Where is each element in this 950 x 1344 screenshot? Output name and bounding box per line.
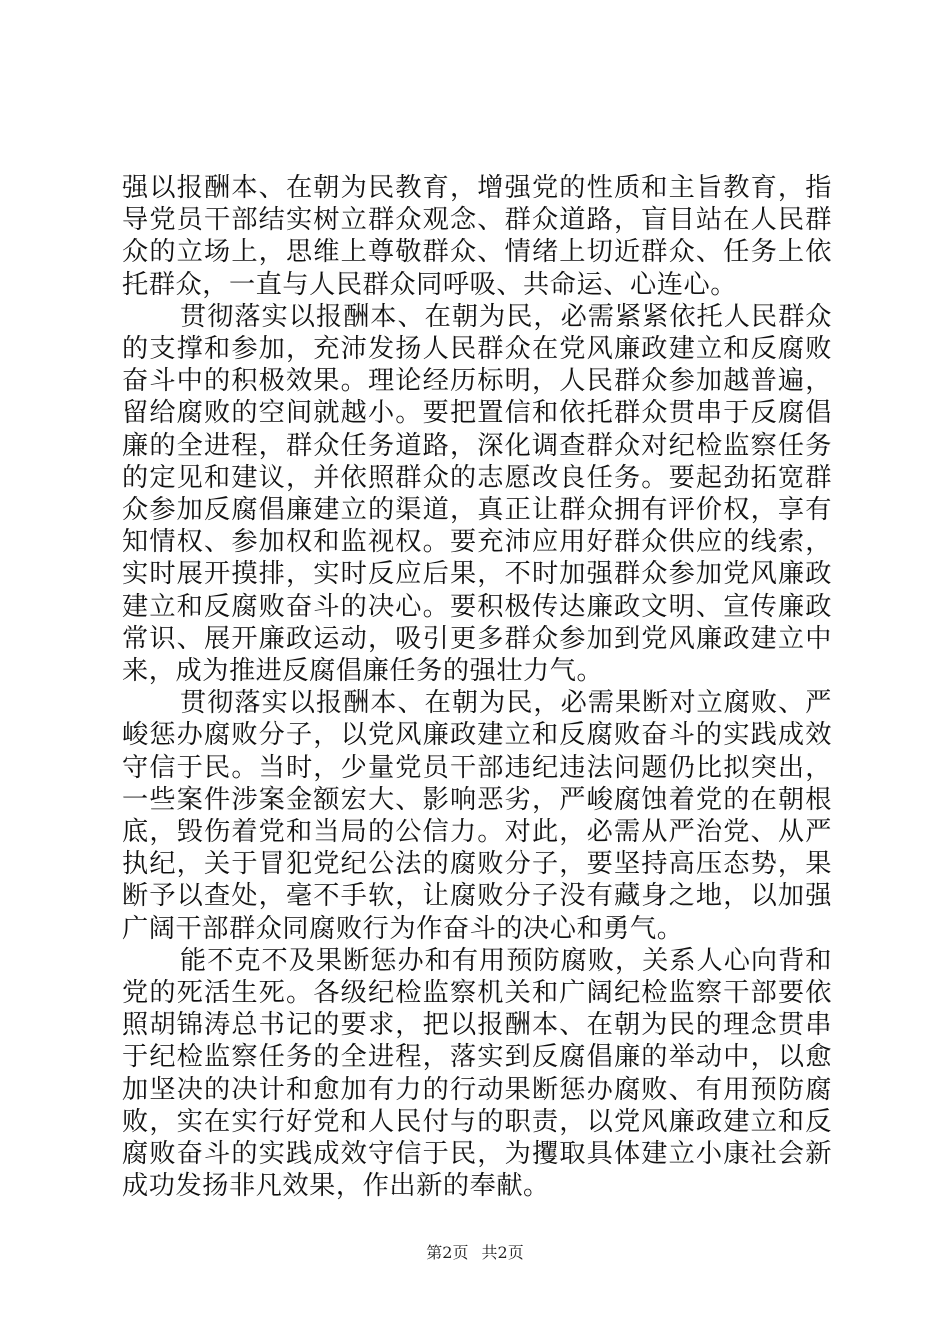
paragraph-1: 强以报酬本、在朝为民教育，增强党的性质和主旨教育，指导党员干部结实树立群众观念、群众道路，盲目站在人民群众的立场上，思维上尊敬群众、情绪上切近群众、任务上依托群众，一直与人民群众同呼吸、共命运、心连心。 [122, 173, 832, 300]
page-total: 共2页 [481, 1243, 524, 1262]
page-number: 第2页 [426, 1243, 469, 1262]
paragraph-4: 能不克不及果断惩办和有用预防腐败，关系人心向背和党的死活生死。各级纪检监察机关和广阔纪检监察干部要依照胡锦涛总书记的要求，把以报酬本、在朝为民的理念贯串于纪检监察任务的全进程，落实到反腐倡廉的举动中，以愈加坚决的决计和愈加有力的行动果断惩办腐败、有用预防腐败，实在实行好党和人民付与的职责，以党风廉政建立和反腐败奋斗的实践成效守信于民，为攫取具体建立小康社会新成功发扬非凡效果，作出新的奉献。 [122, 945, 832, 1202]
paragraph-3: 贯彻落实以报酬本、在朝为民，必需果断对立腐败、严峻惩办腐败分子，以党风廉政建立和反腐败奋斗的实践成效守信于民。当时，少量党员干部违纪违法问题仍比拟突出，一些案件涉案金额宏大、影响恶劣，严峻腐蚀着党的在朝根底，毁伤着党和当局的公信力。对此，必需从严治党、从严执纪，关于冒犯党纪公法的腐败分子，要坚持高压态势，果断予以查处，毫不手软，让腐败分子没有藏身之地，以加强广阔干部群众同腐败行为作奋斗的决心和勇气。 [122, 688, 832, 944]
page-footer [0, 1243, 950, 1263]
paragraph-2: 贯彻落实以报酬本、在朝为民，必需紧紧依托人民群众的支撑和参加，充沛发扬人民群众在党风廉政建立和反腐败奋斗中的积极效果。理论经历标明，人民群众参加越普遍，留给腐败的空间就越小。要把置信和依托群众贯串于反腐倡廉的全进程，群众任务道路，深化调查群众对纪检监察任务的定见和建议，并依照群众的志愿改良任务。要起劲拓宽群众参加反腐倡廉建立的渠道，真正让群众拥有评价权，享有知情权、参加权和监视权。要充沛应用好群众供应的线索，实时展开摸排，实时反应后果，不时加强群众参加党风廉政建立和反腐败奋斗的决心。要积极传达廉政文明、宣传廉政常识、展开廉政运动，吸引更多群众参加到党风廉政建立中来，成为推进反腐倡廉任务的强壮力气。 [122, 301, 832, 687]
document-body [122, 172, 832, 1203]
